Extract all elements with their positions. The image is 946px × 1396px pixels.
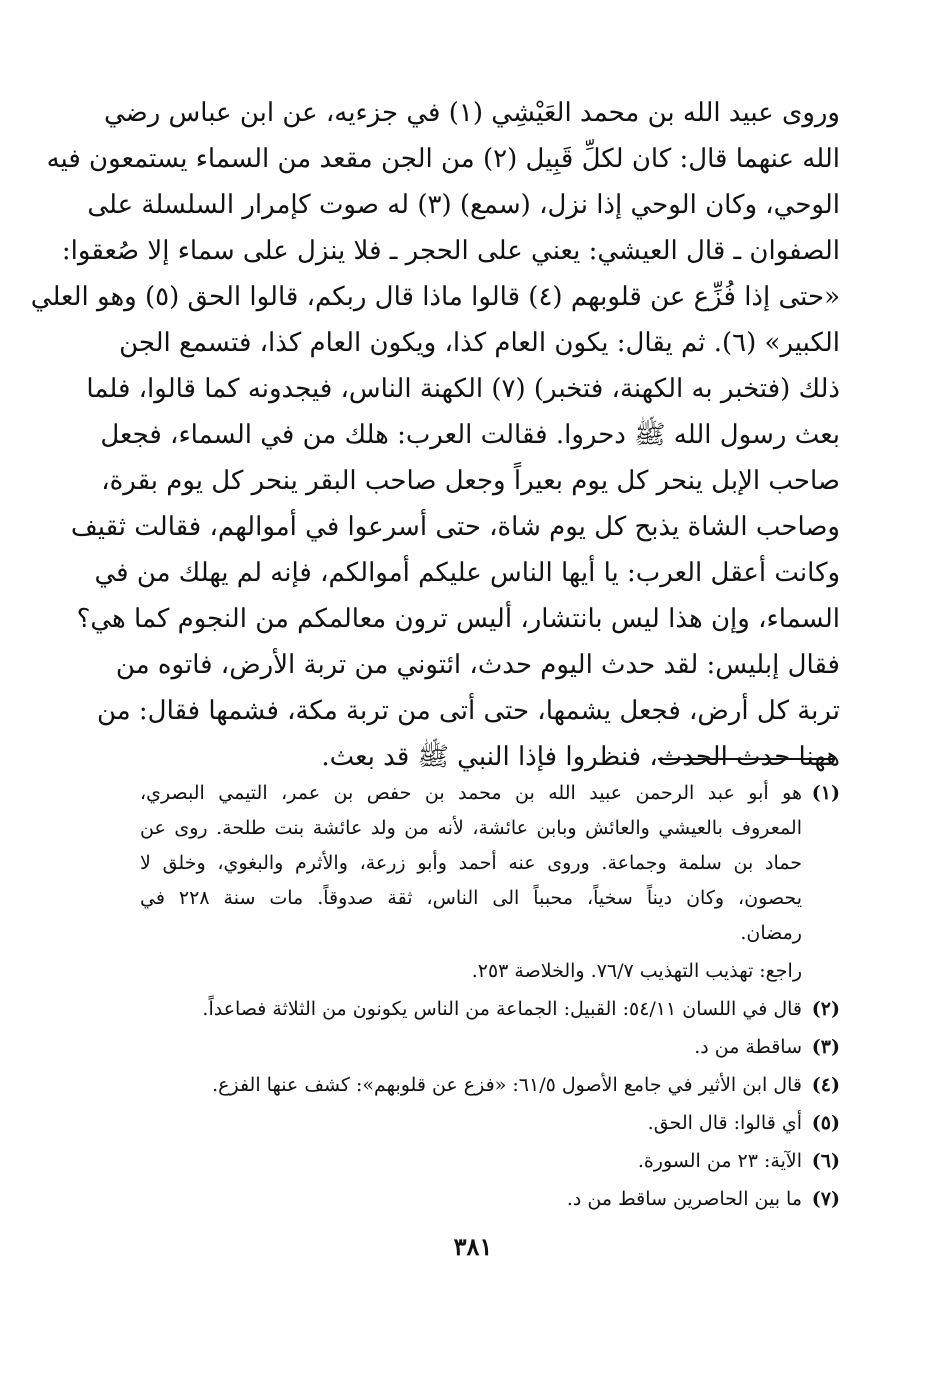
footnote-line: قال في اللسان ٥٤/١١: القبيل: الجماعة من الناس يكونون من الثلاثة فصاعداً. <box>202 998 802 1020</box>
footnote-number: (٦) <box>811 1150 840 1172</box>
footnote-line: راجع: تهذيب التهذيب ٧٦/٧. والخلاصة ٢٥٣. <box>471 960 802 982</box>
page-number: ٣٨١ <box>453 1232 493 1261</box>
footnote-2 <box>140 992 840 1027</box>
footnote-line: هو أبو عبد الرحمن عبيد الله بن محمد بن حفص بن عمر، التيمي البصري، <box>140 782 802 804</box>
footnote-separator <box>658 758 835 760</box>
text-line: ذلك (فتخبر به الكهنة، فتخبر) (٧) الكهنة الناس، فيجدونه كما قالوا، فلما <box>86 374 840 404</box>
footnote-line: ساقطة من د. <box>694 1036 802 1058</box>
footnote-number: (١) <box>811 782 840 804</box>
footnote-7 <box>140 1182 840 1217</box>
footnote-number: (٥) <box>811 1112 840 1134</box>
footnote-1 <box>140 776 840 951</box>
footnote-5 <box>140 1106 840 1141</box>
footnote-line: حماد بن سلمة وجماعة. وروى عنه أحمد وأبو زرعة، والأثرم والبغوي، وخلق لا <box>140 852 802 874</box>
text-line: صاحب الإبل ينحر كل يوم بعيراً وجعل صاحب البقر ينحر كل يوم بقرة، <box>101 466 840 496</box>
footnote-line: قال ابن الأثير في جامع الأصول ٦١/٥: «فزع عن قلوبهم»: كشف عنها الفزع. <box>212 1074 802 1096</box>
text-line: الله عنهما قال: كان لكلِّ قَبِيل (٢) من الجن مقعد من السماء يستمعون فيه <box>46 144 840 174</box>
text-line: فقال إبليس: لقد حدث اليوم حدث، ائتوني من تربة الأرض، فاتوه من <box>115 650 840 680</box>
footnote-line: أي قالوا: قال الحق. <box>647 1112 802 1134</box>
footnote-number: (٣) <box>811 1036 840 1058</box>
text-line: تربة كل أرض، فجعل يشمها، حتى أتى من تربة مكة، فشمها فقال: من <box>96 696 840 726</box>
footnote-reference <box>140 954 840 989</box>
footnote-line: ما بين الحاصرين ساقط من د. <box>566 1188 802 1210</box>
text-line: وكانت أعقل العرب: يا أيها الناس عليكم أموالكم، فإنه لم يهلك من في <box>94 558 840 588</box>
footnote-number: (٧) <box>811 1188 840 1210</box>
footnote-line: يحصون، وكان ديناً سخياً، محبباً الى الناس، ثقة صدوقاً. مات سنة ٢٢٨ في <box>140 887 802 909</box>
main-text <box>30 90 840 780</box>
text-line: الكبير» (٦). ثم يقال: يكون العام كذا، ويكون العام كذا، فتسمع الجن <box>119 328 840 358</box>
footnote-number: (٤) <box>811 1074 840 1096</box>
text-line: السماء، وإن هذا ليس بانتشار، أليس ترون معالمكم من النجوم كما هي؟ <box>76 604 840 634</box>
text-line: بعث رسول الله ﷺ دحروا. فقالت العرب: هلك من في السماء، فجعل <box>100 420 840 450</box>
footnote-6 <box>140 1144 840 1179</box>
footnote-3 <box>140 1030 840 1065</box>
text-line: ههنا حدث الحدث، فنظروا فإذا النبي ﷺ قد بعث. <box>321 742 840 772</box>
footnote-4 <box>140 1068 840 1103</box>
footnote-line: المعروف بالعيشي والعائش وبابن عائشة، لأنه من ولد عائشة بنت طلحة. روى عن <box>140 817 802 839</box>
footnotes <box>140 776 840 1220</box>
text-line: الصفوان ـ قال العيشي: يعني على الحجر ـ فلا ينزل على سماء إلا صُعقوا: <box>61 236 840 266</box>
text-line: وصاحب الشاة يذبح كل يوم شاة، حتى أسرعوا في أموالهم، فقالت ثقيف <box>70 512 840 542</box>
footnote-line: الآية: ٢٣ من السورة. <box>637 1150 802 1172</box>
footnote-line: رمضان. <box>740 922 802 944</box>
text-line: الوحي، وكان الوحي إذا نزل، (سمع) (٣) له صوت كإمرار السلسلة على <box>87 190 840 220</box>
text-line: وروى عبيد الله بن محمد العَيْشِي (١) في جزءيه، عن ابن عباس رضي <box>103 98 840 128</box>
footnote-number: (٢) <box>811 998 840 1020</box>
text-line: «حتى إذا فُزِّع عن قلوبهم (٤) قالوا ماذا قال ربكم، قالوا الحق (٥) وهو العلي <box>30 282 840 312</box>
